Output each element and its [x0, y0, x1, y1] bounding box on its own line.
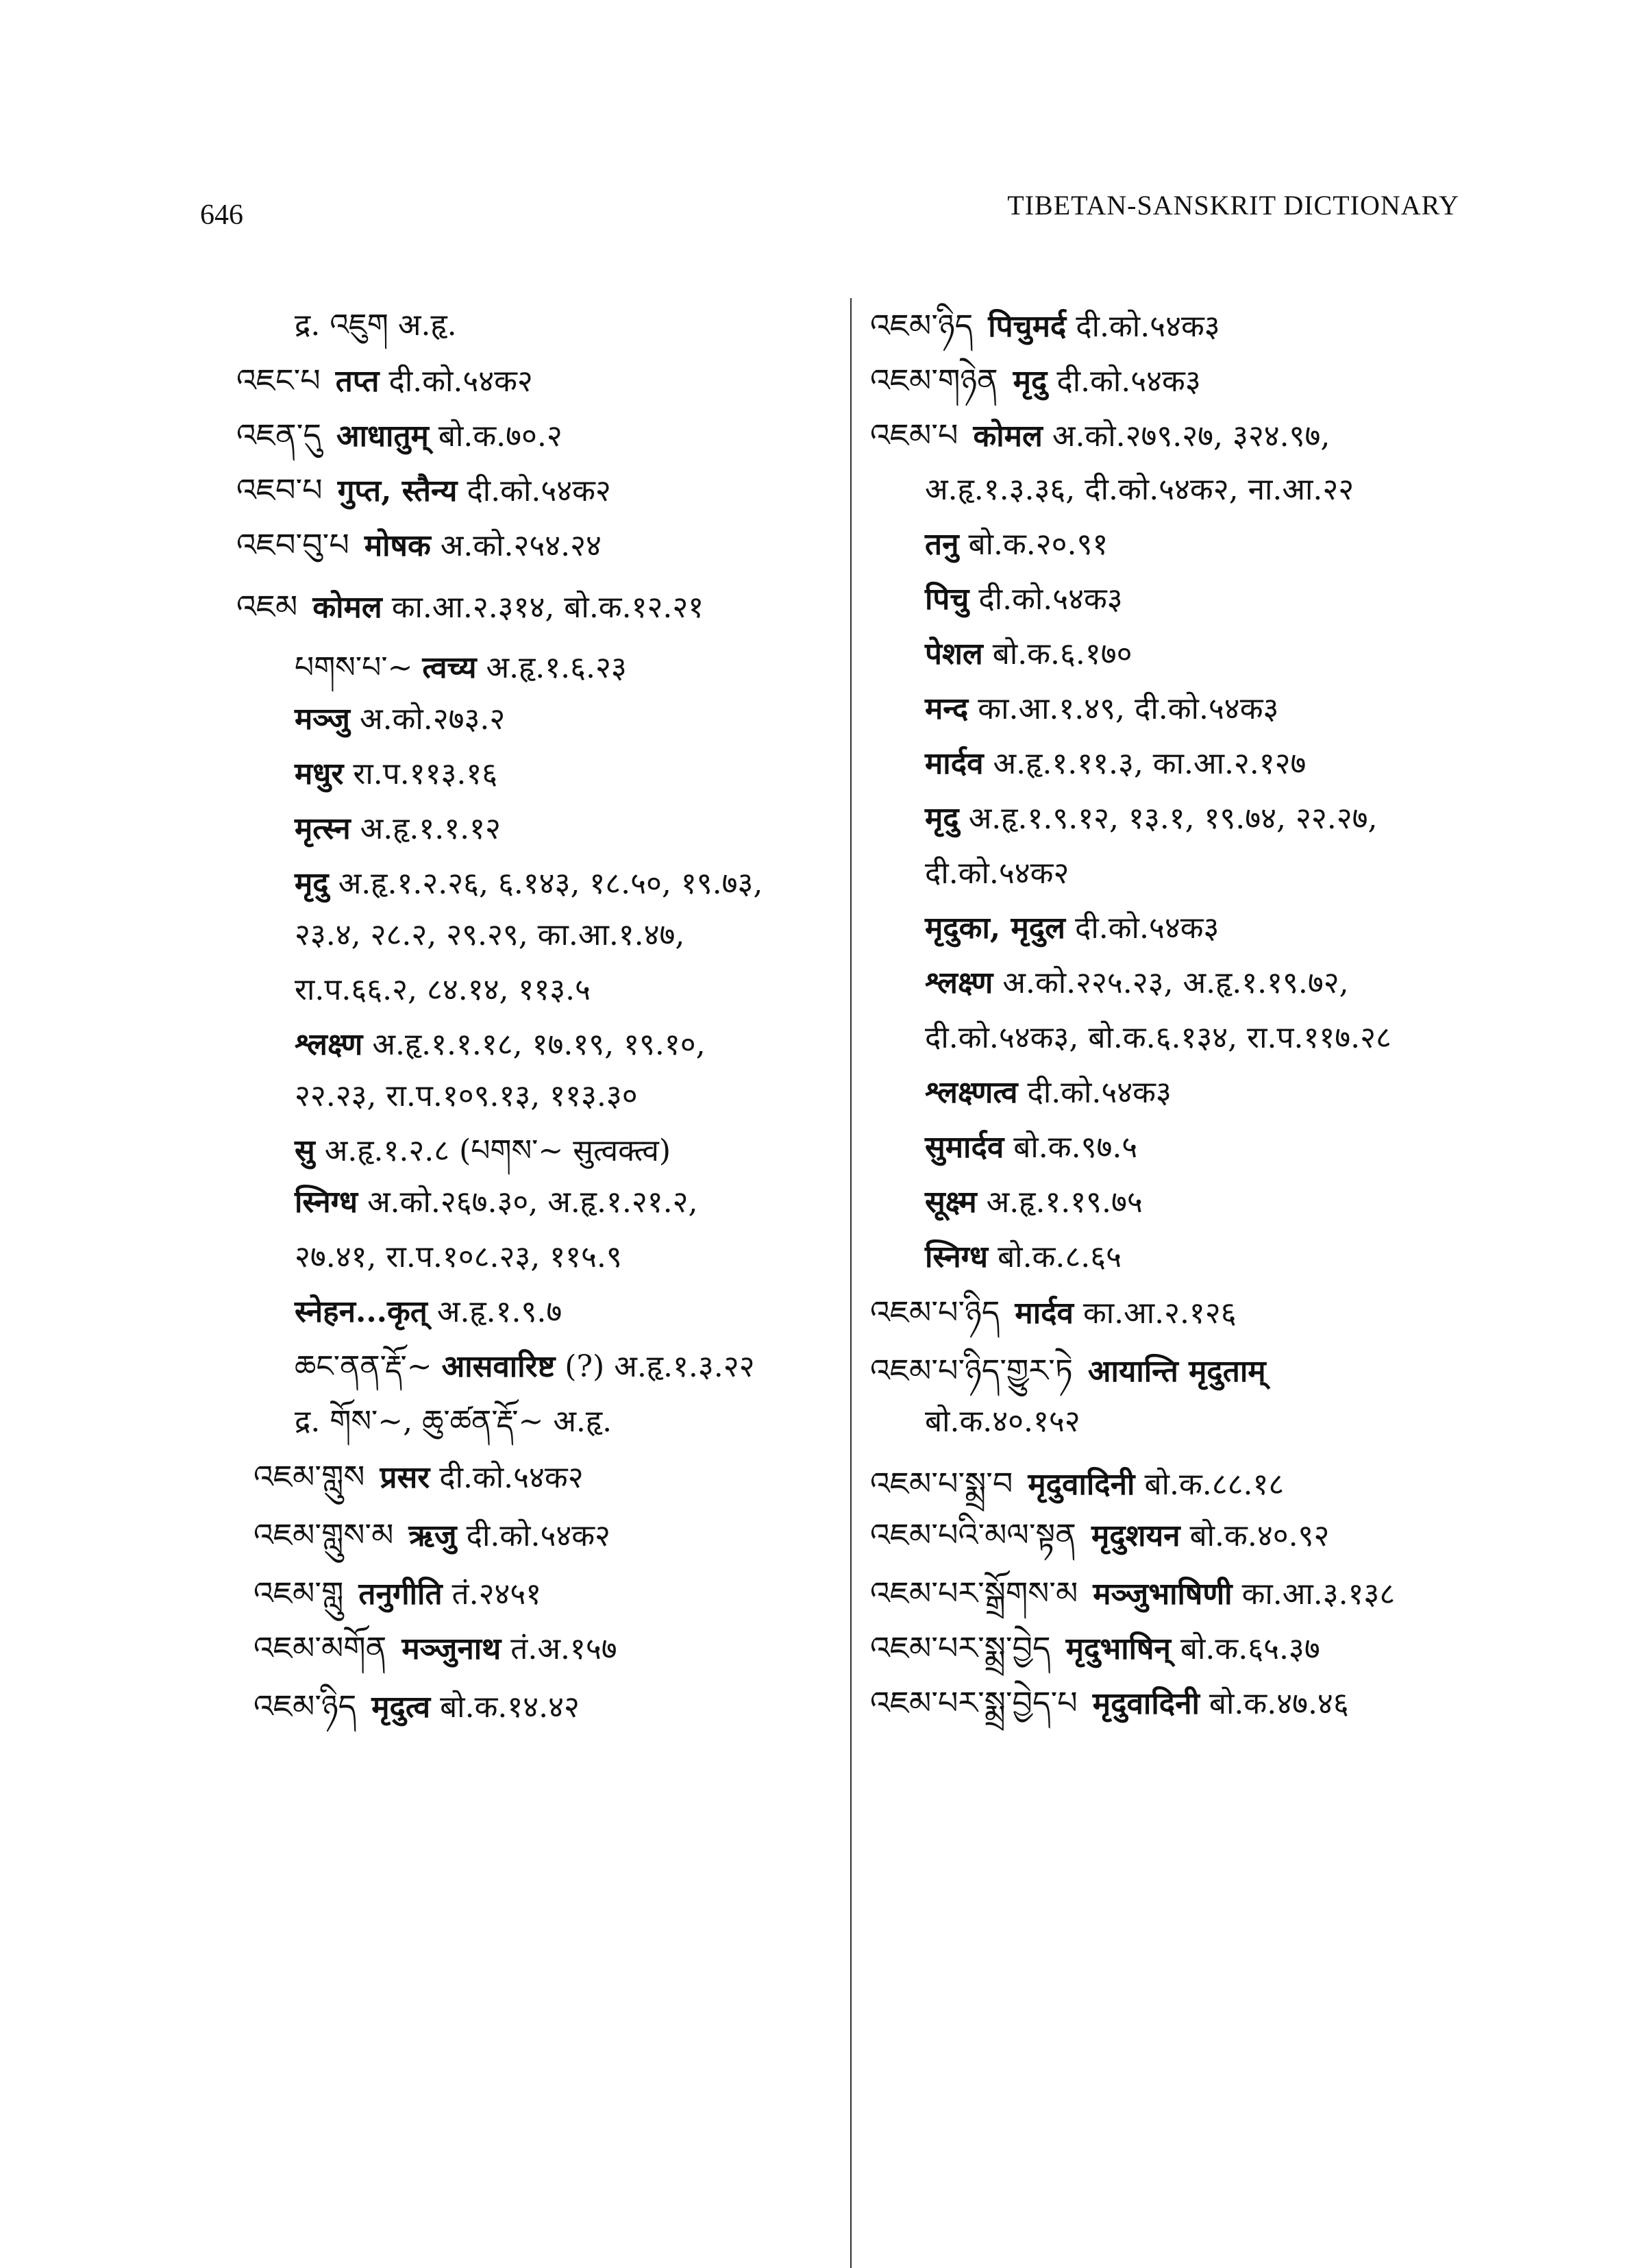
sanskrit-equivalent: पिचुमर्द: [988, 309, 1067, 344]
source-reference: बो.क.४७.४६: [1209, 1686, 1349, 1721]
sanskrit-equivalent: मृदुवादिनी: [1092, 1686, 1200, 1721]
sanskrit-equivalent: मृदुशयन: [1091, 1518, 1180, 1553]
sanskrit-equivalent: मृदु: [295, 866, 329, 901]
entry-line: [925, 579, 1123, 620]
tibetan-headword: འཇམ་ཉིད: [253, 1688, 357, 1725]
source-reference: अ.को.२७३.२: [359, 702, 506, 737]
sanskrit-equivalent: सु: [295, 1133, 315, 1168]
entry-line: [925, 1072, 1172, 1113]
source-reference: का.आ.१.४९, दी.को.५४क३: [978, 691, 1279, 726]
sanskrit-equivalent: मन्द: [925, 691, 969, 726]
source-reference: अ.को.२२५.२३, अ.हृ.१.१९.७२,: [1002, 965, 1349, 1000]
sanskrit-equivalent: मोषक: [364, 528, 431, 563]
source-reference: अ.को.२५४.२४: [440, 528, 602, 563]
sanskrit-equivalent: प्रसर: [380, 1460, 430, 1495]
entry-line: [295, 1346, 755, 1388]
sanskrit-equivalent: गुप्त, स्तैन्य: [337, 473, 458, 508]
entry-line: [295, 809, 501, 850]
source-reference: दी.को.५४क३: [1076, 309, 1220, 344]
source-reference: दी.को.५४क३: [1075, 911, 1220, 946]
source-reference: का.आ.२.१२६: [1082, 1296, 1237, 1331]
entry-line: [253, 1456, 584, 1499]
tibetan-headword: འཇབ་བུ་པ: [236, 526, 349, 563]
entry-line: [295, 1182, 697, 1223]
sanskrit-equivalent: मञ्जु: [295, 702, 350, 737]
entry-line: [925, 524, 1108, 565]
source-reference: २३.४, २८.२, २९.२९, का.आ.१.४७,: [295, 917, 685, 952]
source-reference: अ.हृ.१.६.२३: [486, 650, 627, 685]
tibetan-headword: འཇམ་གླུས: [253, 1458, 365, 1495]
page-number: 646: [200, 199, 243, 231]
tibetan-headword: འཇམ་པ་ཉིད: [870, 1294, 1000, 1331]
sanskrit-equivalent: मृत्स्न: [295, 811, 351, 846]
sanskrit-equivalent: मृदु: [925, 801, 959, 836]
source-reference: तं.अ.१५७: [510, 1631, 617, 1666]
source-reference: दी.को.५४क३: [978, 582, 1123, 617]
sanskrit-equivalent: स्निग्ध: [295, 1185, 358, 1220]
entry-line: [925, 689, 1278, 730]
entry-line: [236, 469, 611, 512]
source-reference: दी.को.५४क२: [467, 473, 611, 508]
source-reference: अ.को.२६७.३०, अ.हृ.१.२१.२,: [367, 1185, 698, 1220]
entry-line: [236, 360, 533, 402]
tibetan-headword: འཇང་པ: [236, 362, 321, 399]
sanskrit-equivalent: मार्दव: [1015, 1296, 1074, 1331]
sanskrit-equivalent: ऋजु: [408, 1518, 457, 1553]
entry-line: [870, 1573, 1395, 1615]
source-reference: अ.हृ.१.९.१२, १३.१, १९.७४, २२.२७,: [968, 801, 1378, 836]
sanskrit-equivalent: आधातुम्: [336, 419, 429, 454]
entry-prefix: པགས་པ་~: [295, 650, 423, 685]
source-reference: अ.हृ.१.१.१२: [360, 811, 501, 846]
entry-line: [295, 1401, 612, 1442]
sanskrit-equivalent: श्लक्ष्णत्व: [925, 1075, 1018, 1110]
sanskrit-equivalent: सुमार्दव: [925, 1130, 1004, 1165]
entry-line: [295, 1024, 706, 1065]
sanskrit-equivalent: मृदुका, मृदुल: [925, 911, 1066, 946]
source-reference: दी.को.५४क२: [466, 1518, 610, 1553]
source-reference: का.आ.२.३१४, बो.क.१२.२१: [391, 590, 704, 625]
source-reference: अ.हृ.१.२.८ (པགས་~ सुत्वक्त्व): [324, 1133, 671, 1168]
entry-line: [295, 1076, 638, 1117]
sanskrit-equivalent: मृदुवादिनी: [1028, 1467, 1135, 1502]
tibetan-headword: འཇམ་གཉེན: [870, 362, 998, 399]
entry-line: [925, 798, 1378, 839]
entry-line: [925, 908, 1219, 949]
source-reference: बो.क.४०.१५२: [925, 1404, 1080, 1439]
tibetan-headword: འཇམ་པར་སྨྲ་བྱེད: [870, 1629, 1051, 1666]
tibetan-headword: འཇམ་མགོན: [253, 1629, 387, 1666]
entry-line: [295, 970, 591, 1011]
tibetan-headword: འཇམ་པ: [870, 417, 958, 454]
source-reference: अ.हृ.१.१९.७५: [986, 1185, 1143, 1220]
entry-line: [253, 1514, 610, 1557]
entry-line: [295, 1131, 671, 1172]
entry-line: [870, 360, 1201, 402]
entry-line: [253, 1686, 580, 1728]
tibetan-headword: འཇམ་གླུ: [253, 1575, 344, 1612]
source-reference: अ.हृ.१.१.१८, १७.१९, १९.१०,: [372, 1027, 706, 1062]
tibetan-headword: འཇམ་ཉིད: [870, 307, 974, 344]
sanskrit-equivalent: मधुर: [295, 756, 344, 791]
source-reference: अ.हृ.१.३.३६, दी.को.५४क२, ना.आ.२२: [925, 472, 1354, 507]
source-reference: दी.को.५४क३, बो.क.६.१३४, रा.प.११७.२८: [925, 1020, 1391, 1055]
entry-line: [925, 743, 1306, 785]
entry-line: [253, 1627, 617, 1670]
tibetan-headword: འཇམ་པ་སྨྲ་བ: [870, 1465, 1013, 1502]
sanskrit-equivalent: मृदुत्व: [371, 1690, 431, 1725]
entry-line: [295, 699, 505, 740]
sanskrit-equivalent: तप्त: [335, 364, 380, 399]
source-reference: दी.को.५४क२: [925, 856, 1069, 891]
entry-line: [295, 1292, 562, 1333]
sanskrit-equivalent: त्वच्य: [422, 650, 477, 685]
source-reference: बो.क.९७.५: [1013, 1130, 1138, 1165]
entry-prefix: ཆང་ནན་རྡོ་~: [295, 1349, 442, 1384]
source-reference: रा.प.६६.२, ८४.१४, ११३.५: [295, 972, 591, 1007]
entry-line: [870, 1292, 1237, 1334]
source-reference: अ.हृ.१.२.२६, ६.१४३, १८.५०, १९.७३,: [338, 866, 763, 901]
entry-line: [295, 1237, 622, 1278]
entry-line: [870, 1514, 1329, 1557]
sanskrit-equivalent: तनु: [925, 527, 959, 562]
source-reference: बो.क.४०.९२: [1189, 1518, 1330, 1553]
entry-line: [925, 1401, 1080, 1442]
sanskrit-equivalent: आयान्ति मृदुताम्: [1087, 1354, 1266, 1389]
entry-line: [295, 915, 684, 956]
entry-line: [236, 415, 562, 457]
entry-prefix: द्र. འཇུག: [295, 308, 398, 343]
entry-line: [925, 1182, 1143, 1223]
source-reference: अ.हृ.१.९.७: [436, 1294, 562, 1329]
source-reference: अ.हृ.: [553, 1404, 612, 1439]
sanskrit-equivalent: सूक्ष्म: [925, 1185, 977, 1220]
entry-line: [870, 1682, 1349, 1725]
sanskrit-equivalent: मार्दव: [925, 746, 984, 781]
entry-line: [236, 586, 704, 628]
tibetan-headword: འཇམ་པ་ཉིད་གྱུར་ཏེ: [870, 1352, 1073, 1389]
tibetan-headword: འཇམ་གླུས་མ: [253, 1516, 394, 1553]
entry-line: [870, 1463, 1284, 1505]
sanskrit-equivalent: आसवारिष्ट: [441, 1349, 556, 1384]
sanskrit-equivalent: तनुगीति: [358, 1577, 443, 1612]
sanskrit-equivalent: पिचु: [925, 582, 969, 617]
source-reference: दी.को.५४क२: [439, 1460, 584, 1495]
source-reference: दी.को.५४क३: [1056, 364, 1201, 399]
source-reference: तं.२४५१: [451, 1577, 542, 1612]
entry-line: [925, 634, 1132, 675]
sanskrit-equivalent: मृदु: [1013, 364, 1048, 399]
sanskrit-equivalent: श्लक्ष्ण: [925, 965, 993, 1000]
source-reference: बो.क.२०.९१: [968, 527, 1109, 562]
source-reference: अ.हृ.: [397, 308, 457, 343]
entry-line: [870, 1627, 1320, 1670]
source-reference: बो.क.८८.१८: [1144, 1467, 1285, 1502]
entry-line: [870, 1350, 1276, 1392]
source-reference: दी.को.५४क३: [1027, 1075, 1172, 1110]
tibetan-headword: འཇམ་པའི་མལ་སྟན: [870, 1516, 1076, 1553]
running-title: TIBETAN-SANSKRIT DICTIONARY: [1007, 190, 1459, 221]
column-divider: [850, 298, 852, 2268]
source-reference: २७.४१, रा.प.१०८.२३, ११५.९: [295, 1240, 622, 1274]
source-reference: अ.हृ.१.११.३, का.आ.२.१२७: [993, 746, 1307, 781]
source-reference: २२.२३, रा.प.१०९.१३, ११३.३०: [295, 1078, 638, 1113]
sanskrit-equivalent: पेशल: [925, 637, 983, 671]
source-reference: (?) अ.हृ.१.३.२२: [565, 1349, 755, 1384]
sanskrit-equivalent: कोमल: [312, 590, 382, 625]
source-reference: दी.को.५४क२: [388, 364, 533, 399]
entry-line: [295, 648, 627, 689]
entry-line: [925, 1237, 1122, 1278]
tibetan-headword: འཇམ: [236, 588, 298, 625]
tibetan-headword: འཇན་དུ: [236, 417, 322, 454]
tibetan-headword: འཇམ་པར་སྨྲ་བྱེད་པ: [870, 1684, 1078, 1721]
sanskrit-equivalent: मृदुभाषिन्: [1065, 1631, 1171, 1666]
entry-line: [236, 524, 602, 567]
entry-line: [295, 754, 497, 795]
entry-line: [925, 1127, 1137, 1168]
entry-line: [870, 415, 1330, 457]
entry-line: [925, 1018, 1391, 1059]
sanskrit-equivalent: श्लक्ष्ण: [295, 1027, 363, 1062]
source-reference: रा.प.११३.१६: [353, 756, 498, 791]
source-reference: बो.क.६५.३७: [1180, 1631, 1320, 1666]
sanskrit-equivalent: कोमल: [973, 419, 1043, 454]
source-reference: बो.क.१४.४२: [440, 1690, 580, 1725]
source-reference: का.आ.३.१३८: [1241, 1577, 1396, 1612]
entry-line: [295, 863, 763, 904]
source-reference: बो.क.६.१७०: [992, 637, 1132, 671]
tibetan-headword: འཇབ་པ: [236, 471, 323, 508]
sanskrit-equivalent: मञ्जुभाषिणी: [1093, 1577, 1233, 1612]
entry-line: [925, 469, 1354, 510]
source-reference: बो.क.७०.२: [438, 419, 562, 454]
tibetan-headword: འཇམ་པར་སྒྲོགས་མ: [870, 1575, 1078, 1612]
entry-line: [295, 305, 457, 346]
entry-line: [253, 1573, 541, 1615]
entry-line: [925, 963, 1349, 1004]
source-reference: बो.क.८.६५: [998, 1240, 1122, 1274]
entry-prefix: द्र. གོས་~, ཆུ་ཚན་རྡོ་~: [295, 1404, 554, 1439]
sanskrit-equivalent: मञ्जुनाथ: [401, 1631, 502, 1666]
entry-line: [870, 305, 1220, 347]
source-reference: अ.को.२७९.२७, ३२४.९७,: [1052, 419, 1330, 454]
sanskrit-equivalent: स्निग्ध: [925, 1240, 989, 1274]
entry-line: [925, 853, 1069, 894]
sanskrit-equivalent: स्नेहन...कृत्: [295, 1294, 428, 1329]
